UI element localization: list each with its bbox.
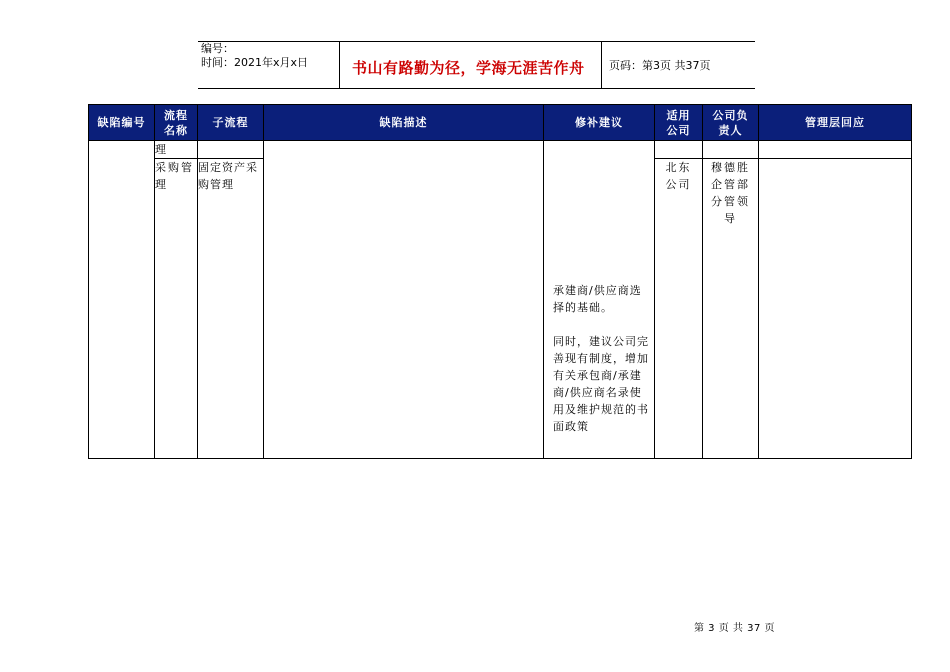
header-bottom-rule — [198, 88, 755, 89]
defect-id-cell — [89, 141, 155, 459]
header-motto: 书山有路勤为径，学海无涯苦作舟 — [352, 59, 585, 77]
header-company: 适用公司 — [655, 105, 703, 141]
header-subprocess: 子流程 — [198, 105, 264, 141]
defect-description-cell — [264, 141, 544, 459]
suggestion-cell — [544, 141, 655, 459]
suggestion-text-2: 同时，建议公司完善现有制度，增加有关承包商/承建商/供应商名录使用及维护规范的书面政策 — [553, 335, 649, 433]
response-cell-empty — [759, 141, 912, 159]
header-top-rule — [198, 41, 755, 42]
table-row — [89, 141, 912, 159]
page-footer: 第 3 页 共 37 页 — [694, 623, 775, 634]
time-label: 时间：2021年x月x日 — [201, 56, 309, 69]
header-suggestion: 修补建议 — [544, 105, 655, 141]
process-name-continued: 理 — [155, 141, 198, 159]
management-response-cell — [759, 159, 912, 459]
defect-table — [88, 104, 912, 459]
subprocess-cell-empty — [198, 141, 264, 159]
header-process-name: 流程名称 — [155, 105, 198, 141]
suggestion-text-1: 承建商/供应商选择的基础。 — [553, 284, 642, 314]
header-defect-description: 缺陷描述 — [264, 105, 544, 141]
serial-number-label: 编号： — [201, 42, 234, 55]
header-management-response: 管理层回应 — [759, 105, 912, 141]
header-divider-left — [339, 41, 340, 89]
header-divider-right — [601, 41, 602, 89]
table-header-row — [89, 105, 912, 141]
header-defect-id: 缺陷编号 — [89, 105, 155, 141]
process-name-cell: 采购管理 — [155, 159, 198, 459]
company-cell-empty — [655, 141, 703, 159]
owner-cell: 穆德胜企管部分管领导 — [703, 159, 759, 459]
page-code: 页码：第3页 共37页 — [609, 59, 711, 72]
subprocess-cell: 固定资产采购管理 — [198, 159, 264, 459]
company-cell: 北东公司 — [655, 159, 703, 459]
owner-cell-empty — [703, 141, 759, 159]
header-owner: 公司负责人 — [703, 105, 759, 141]
